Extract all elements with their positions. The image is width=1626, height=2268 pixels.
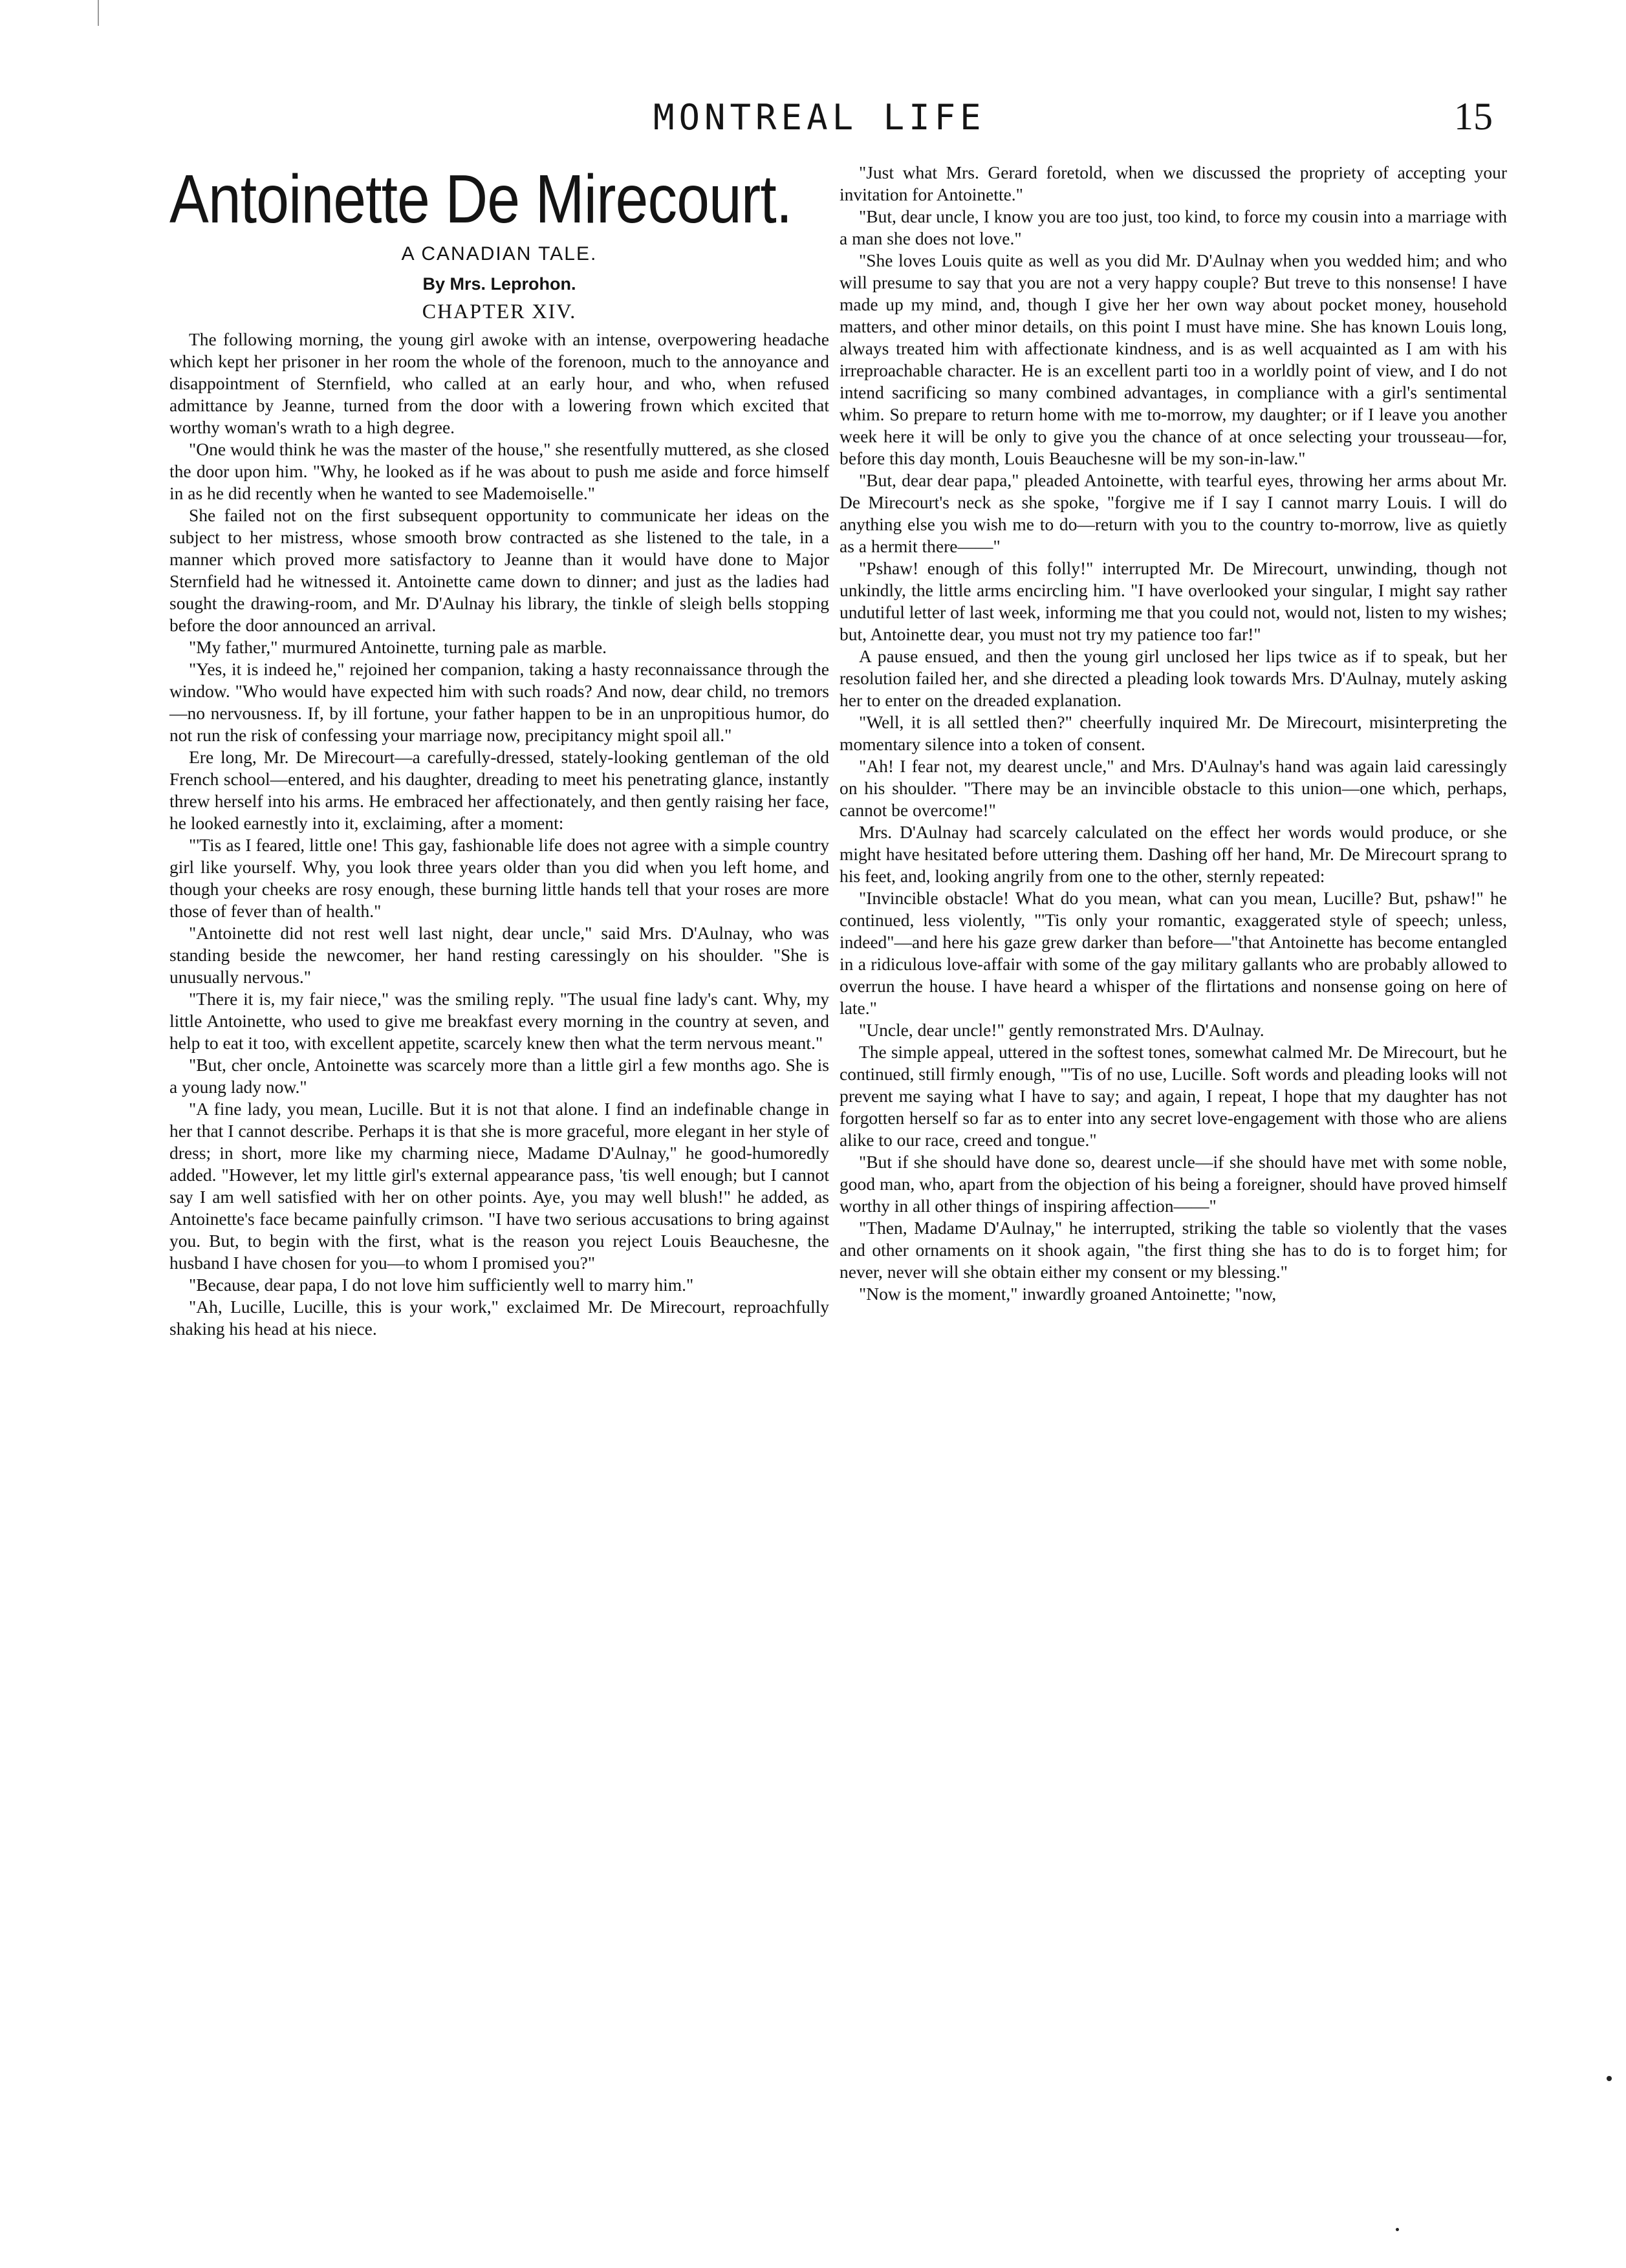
ink-speck bbox=[1607, 2076, 1612, 2081]
paragraph: The simple appeal, uttered in the softest tones, somewhat calmed Mr. De Mirecourt, but he continued, still firmly enough, "'Tis of no use, Lucille. Soft words and pleading looks will not prevent me saying what I have to say; and again, I repeat, I hope that my daughter has not forgotten herself so far as to enter into any secret love-engagement with those who are aliens alike to our race, creed and tongue." bbox=[840, 1042, 1507, 1150]
paragraph: The following morning, the young girl awoke with an intense, overpowering headache which kept her prisoner in her room the whole of the forenoon, much to the annoyance and disappointment of Sternfield, who called at an early hour, and who, when refused admittance by Jeanne, turned from the door with a lowering frown which excited that worthy woman's wrath to a high degree. bbox=[169, 329, 829, 437]
paragraph: Mrs. D'Aulnay had scarcely calculated on the effect her words would produce, or she might have hesitated before uttering them. Dashing off her hand, Mr. De Mirecourt sprang to his feet, and, looking angrily from one to the other, sternly repeated: bbox=[840, 822, 1507, 886]
story-byline: By Mrs. Leprohon. bbox=[422, 274, 576, 294]
story-subtitle: A CANADIAN TALE. bbox=[401, 243, 598, 265]
paragraph: "Because, dear papa, I do not love him sufficiently well to marry him." bbox=[189, 1275, 694, 1295]
paragraph: "Then, Madame D'Aulnay," he interrupted, striking the table so violently that the vases and other ornaments on it shook again, "the first thing she has to do is to forget him; for never, never will she obtain either my consent or my blessing." bbox=[840, 1218, 1507, 1282]
paragraph: "Ah! I fear not, my dearest uncle," and Mrs. D'Aulnay's hand was again laid caressingly on his shoulder. "There may be an invincible obstacle to this union—one which, perhaps, cannot be overcome!" bbox=[840, 756, 1507, 820]
left-column bbox=[169, 162, 829, 1340]
paragraph: "A fine lady, you mean, Lucille. But it is not that alone. I find an indefinable change in her that I cannot describe. Perhaps it is that she is more graceful, more elegant in her style of dress; in short, more like my charming niece, Madame D'Aulnay," he good-humoredly added. "However, let my little girl's external appearance pass, 'tis well enough; but I cannot say I am well satisfied with her on other points. Aye, you may well blush!" he added, as Antoinette's face became painfully crimson. "I have two serious accusations to bring against you. But, to begin with the first, what is the reason you reject Louis Beauchesne, the husband I have chosen for you—to whom I promised you?" bbox=[169, 1099, 829, 1273]
paragraph: "My father," murmured Antoinette, turning pale as marble. bbox=[189, 637, 607, 657]
right-column bbox=[840, 162, 1507, 1305]
paragraph: "One would think he was the master of the house," she resentfully muttered, as she closed the door upon him. "Why, he looked as if he was about to push me aside and force himself in as he did recently when he wanted to see Mademoiselle." bbox=[169, 439, 829, 503]
paragraph: "'Tis as I feared, little one! This gay, fashionable life does not agree with a simple country girl like yourself. Why, you look three years older than you did when you left home, and though your cheeks are rosy enough, these burning little hands tell that your roses are more those of fever than of health." bbox=[169, 835, 829, 921]
paragraph: "Pshaw! enough of this folly!" interrupted Mr. De Mirecourt, unwinding, though not unkindly, the little arms encircling him. "I have overlooked your singular, I might say rather undutiful letter of last week, informing me that you could not, would not, listen to my wishes; but, Antoinette dear, you must not try my patience too far!" bbox=[840, 558, 1507, 644]
paragraph: "She loves Louis quite as well as you did Mr. D'Aulnay when you wedded him; and who will presume to say that you are not a very happy couple? But treve to this nonsense! I have made up my mind, and, though I give her her own way about pocket money, household matters, and other minor details, on this point I must have mine. She has known Louis long, always treated him with affectionate kindness, and is as well acquainted as I am with his irreproachable character. He is an excellent parti too in a worldly point of view, and I do not intend sacrificing so many combined advantages, in compliance with a girl's sentimental whim. So prepare to return home with me to-morrow, my daughter; or if I leave you another week here it will be only to give you the chance of at once selecting your trousseau—for, before this day month, Louis Beauchesne will be my son-in-law." bbox=[840, 250, 1507, 468]
paragraph: "Yes, it is indeed he," rejoined her companion, taking a hasty reconnaissance through the window. "Who would have expected him with such roads? And now, dear child, no tremors—no nervousness. If, by ill fortune, your father happen to be in an unpropitious humor, do not run the risk of confessing your marriage now, precipitancy might spoil all." bbox=[169, 659, 829, 745]
paragraph: "Now is the moment," inwardly groaned Antoinette; "now, bbox=[859, 1284, 1277, 1304]
paragraph: "Well, it is all settled then?" cheerfully inquired Mr. De Mirecourt, misinterpreting the momentary silence into a token of consent. bbox=[840, 712, 1507, 754]
paragraph: "Invincible obstacle! What do you mean, what can you mean, Lucille? But, pshaw!" he continued, less violently, "'Tis only your romantic, exaggerated style of speech; unless, indeed"—and here his gaze grew darker than before—"that Antoinette has become entangled in a ridiculous love-affair with some of the gay military gallants who are probably allowed to overrun the house. I have heard a whisper of the flirtations and nonsense going on here of late." bbox=[840, 888, 1507, 1018]
paragraph: "There it is, my fair niece," was the smiling reply. "The usual fine lady's cant. Why, my little Antoinette, who used to give me breakfast every morning in the country at seven, and help to eat it too, with excellent appetite, scarcely knew then what the term nervous meant." bbox=[169, 989, 829, 1053]
page-number: 15 bbox=[1454, 95, 1493, 138]
paragraph: Ere long, Mr. De Mirecourt—a carefully-dressed, stately-looking gentleman of the old French school—entered, and his daughter, dreading to meet his penetrating glance, instantly threw herself into his arms. He embraced her affectionately, and then gently raising her face, he looked earnestly into it, exclaiming, after a moment: bbox=[169, 747, 829, 833]
paragraph: "But if she should have done so, dearest uncle—if she should have met with some noble, good man, who, apart from the objection of his being a foreigner, should have proved himself worthy in all other things of inspiring affection——" bbox=[840, 1152, 1507, 1216]
paragraph: "Just what Mrs. Gerard foretold, when we discussed the propriety of accepting your invitation for Antoinette." bbox=[840, 162, 1507, 204]
paragraph: "Ah, Lucille, Lucille, this is your work," exclaimed Mr. De Mirecourt, reproachfully shaking his head at his niece. bbox=[169, 1297, 829, 1339]
paragraph: "Antoinette did not rest well last night, dear uncle," said Mrs. D'Aulnay, who was standing beside the newcomer, her hand resting caressingly on his shoulder. "She is unusually nervous." bbox=[169, 923, 829, 987]
running-head bbox=[0, 97, 1626, 142]
paragraph: "Uncle, dear uncle!" gently remonstrated Mrs. D'Aulnay. bbox=[859, 1020, 1264, 1040]
paragraph: "But, dear uncle, I know you are too just, too kind, to force my cousin into a marriage with a man she does not love." bbox=[840, 206, 1507, 248]
ink-speck bbox=[1396, 2228, 1399, 2231]
paragraph: She failed not on the first subsequent opportunity to communicate her ideas on the subject to her mistress, whose smooth brow contracted as she listened to the tale, in a manner which proved more satisfactory to Jeanne than it would have done to Major Sternfield had he witnessed it. Antoinette came down to dinner; and just as the ladies had sought the drawing-room, and Mr. D'Aulnay his library, the tinkle of sleigh bells stopping before the door announced an arrival. bbox=[169, 505, 829, 635]
paragraph: "But, dear dear papa," pleaded Antoinette, with tearful eyes, throwing her arms about Mr. De Mirecourt's neck as she spoke, "forgive me if I say I cannot marry Louis. I will do anything else you wish me to do—return with you to the country to-morrow, live as quietly as a hermit there——" bbox=[840, 470, 1507, 556]
margin-mark bbox=[98, 0, 99, 26]
chapter-heading: CHAPTER XIV. bbox=[422, 299, 577, 323]
story-title: Antoinette De Mirecourt. bbox=[169, 161, 792, 237]
paragraph: "But, cher oncle, Antoinette was scarcely more than a little girl a few months ago. She is a young lady now." bbox=[169, 1055, 829, 1097]
paragraph: A pause ensued, and then the young girl unclosed her lips twice as if to speak, but her resolution failed her, and she directed a pleading look towards Mrs. D'Aulnay, mutely asking her to enter on the dreaded explanation. bbox=[840, 646, 1507, 710]
running-title: MONTREAL LIFE bbox=[653, 97, 986, 138]
